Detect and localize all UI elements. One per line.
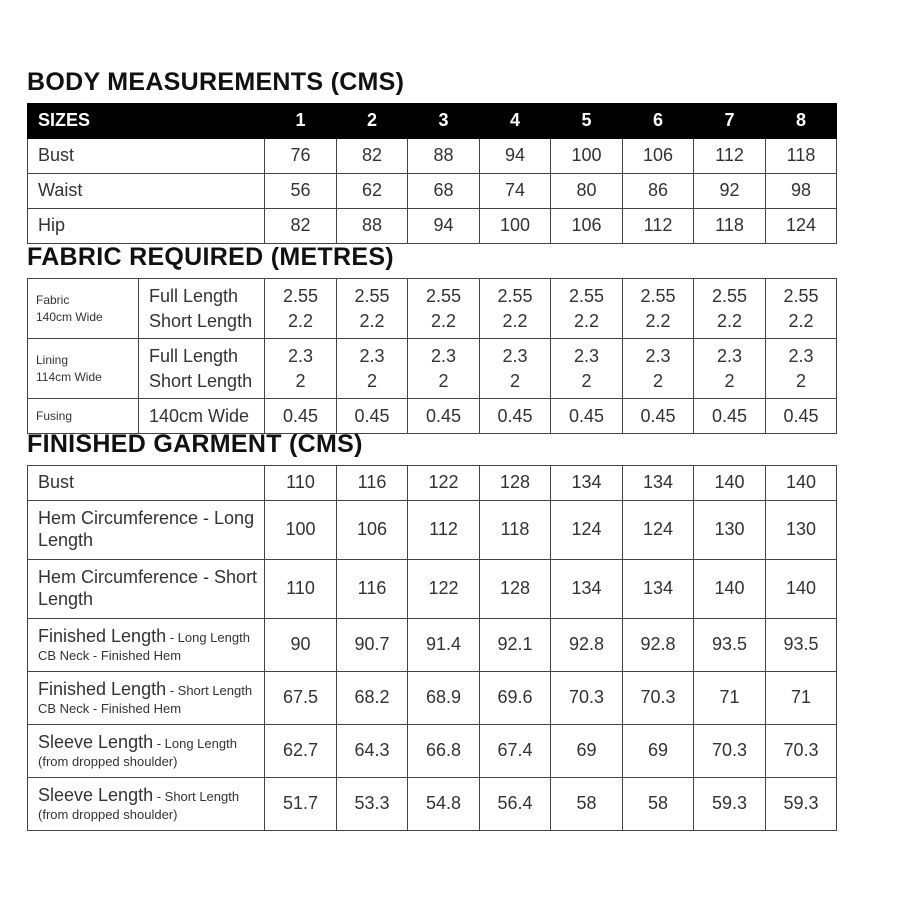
value-line: 0.45 [568,405,605,426]
label-detail: - Short Length [166,683,253,699]
value-cell: 118 [766,139,837,174]
value-cell: 90 [265,619,337,672]
size-header-cell: 7 [694,104,766,139]
group-width: 140cm Wide [36,309,103,324]
value-line: 0.45 [783,405,819,426]
value-line: 0.45 [425,405,462,426]
value-cell: 68.9 [408,672,480,725]
value-line: 2.55 [783,286,819,307]
table-row [28,619,837,672]
value-cell: 106 [623,139,694,174]
value-line: 2.55 [354,286,390,307]
garment-row-label [28,778,265,831]
value-cell: 140 [694,466,766,501]
table-row [28,560,837,619]
label-line [38,567,264,610]
value-cell: 74 [480,174,551,209]
value-cell: 59.3 [766,778,837,831]
group-name: Fabric [36,293,70,308]
value-cell: 106 [337,501,408,560]
group-width: 114cm Wide [36,369,102,384]
value-cell: 92.8 [623,619,694,672]
value-cell [408,339,480,399]
value-line: 2.2 [716,310,743,331]
row-label: Waist [28,174,265,209]
length-line: Short Length [149,310,253,331]
value-cell: 71 [766,672,837,725]
table-row [28,139,837,174]
fabric-required-table [27,278,837,434]
label-note: (from dropped shoulder) [38,807,178,822]
value-cell: 134 [623,560,694,619]
fabric-length-label [139,339,265,399]
value-cell [551,339,623,399]
value-cell: 70.3 [623,672,694,725]
length-line: 140cm Wide [149,405,250,426]
garment-row-label [28,501,265,560]
size-header-cell: 2 [337,104,408,139]
fabric-group-label [28,279,139,339]
value-cell: 134 [551,466,623,501]
label-note: CB Neck - Finished Hem [38,701,182,716]
value-cell: 93.5 [694,619,766,672]
row-label: Hip [28,209,265,244]
value-line: 2.2 [430,310,457,331]
value-cell: 128 [480,466,551,501]
value-line: 2 [509,370,520,391]
value-line: 0.45 [711,405,748,426]
value-cell: 69 [623,725,694,778]
value-cell [623,279,694,339]
group-name: Lining [36,353,69,368]
value-line: 2.3 [359,346,385,367]
value-line: 2.55 [568,286,605,307]
value-line: 2.3 [502,346,528,367]
fabric-length-label [139,399,265,434]
value-cell: 82 [337,139,408,174]
value-cell [265,399,337,434]
value-cell [766,339,837,399]
value-cell: 59.3 [694,778,766,831]
value-cell: 76 [265,139,337,174]
value-cell: 70.3 [766,725,837,778]
fabric-required-title: FABRIC REQUIRED (METRES) [27,243,394,271]
value-line: 2.55 [282,286,319,307]
label-detail: - Long Length [166,630,250,646]
value-cell: 112 [408,501,480,560]
finished-garment-title: FINISHED GARMENT (CMS) [27,430,363,458]
value-cell: 80 [551,174,623,209]
table-row [28,209,837,244]
value-cell: 112 [623,209,694,244]
value-cell [337,339,408,399]
value-cell: 69.6 [480,672,551,725]
value-cell: 62.7 [265,725,337,778]
table-row [28,174,837,209]
body-measurements-title: BODY MEASUREMENTS (CMS) [27,68,405,96]
value-cell: 82 [265,209,337,244]
value-cell: 128 [480,560,551,619]
value-cell [694,399,766,434]
value-cell [623,399,694,434]
value-cell [408,399,480,434]
value-cell [480,399,551,434]
size-header-cell: 8 [766,104,837,139]
fabric-group-label [28,339,139,399]
sizes-header-row [28,104,837,139]
value-line: 2 [366,370,377,391]
value-cell [265,279,337,339]
value-cell: 58 [623,778,694,831]
fabric-length-label [139,279,265,339]
value-cell: 90.7 [337,619,408,672]
length-line: Full Length [149,286,239,307]
value-cell: 122 [408,560,480,619]
value-line: 2 [295,370,306,391]
value-cell [337,279,408,339]
label-note: (from dropped shoulder) [38,754,178,769]
value-cell [694,279,766,339]
value-cell [551,399,623,434]
value-cell: 51.7 [265,778,337,831]
value-cell: 134 [551,560,623,619]
value-cell: 92.8 [551,619,623,672]
value-line: 2.2 [502,310,528,331]
value-line: 2.55 [425,286,462,307]
value-cell: 54.8 [408,778,480,831]
fabric-group-label [28,399,139,434]
value-cell: 67.4 [480,725,551,778]
value-cell: 130 [766,501,837,560]
value-cell: 124 [623,501,694,560]
value-cell: 91.4 [408,619,480,672]
value-cell: 86 [623,174,694,209]
value-cell: 68.2 [337,672,408,725]
value-cell: 98 [766,174,837,209]
table-row [28,279,837,339]
value-cell: 118 [694,209,766,244]
label-line [38,626,264,648]
value-line: 0.45 [497,405,533,426]
length-line: Full Length [149,346,239,367]
value-cell: 124 [551,501,623,560]
value-cell: 70.3 [551,672,623,725]
value-cell: 88 [408,139,480,174]
garment-row-label [28,672,265,725]
value-cell: 124 [766,209,837,244]
value-cell: 110 [265,560,337,619]
table-row [28,672,837,725]
value-cell: 122 [408,466,480,501]
value-cell: 71 [694,672,766,725]
value-line: 2.3 [573,346,600,367]
value-line: 0.45 [640,405,676,426]
value-cell: 130 [694,501,766,560]
group-name: Fusing [36,408,73,423]
value-cell: 116 [337,466,408,501]
label-detail: - Long Length [153,736,237,752]
value-cell [337,399,408,434]
label-line [38,785,264,807]
value-cell: 62 [337,174,408,209]
table-row [28,466,837,501]
value-line: 2.2 [645,310,671,331]
table-row [28,778,837,831]
table-row [28,399,837,434]
value-cell: 140 [766,466,837,501]
value-line: 2.3 [287,346,314,367]
value-cell [480,339,551,399]
value-cell: 67.5 [265,672,337,725]
value-cell: 94 [408,209,480,244]
label-detail: - Short Length [153,789,240,805]
value-line: 2.3 [645,346,671,367]
value-line: 0.45 [354,405,390,426]
value-cell: 56.4 [480,778,551,831]
row-label: Bust [28,139,265,174]
value-line: 2 [724,370,735,391]
size-header-cell: 4 [480,104,551,139]
label-main: Bust [38,472,75,493]
label-main: Hem Circumference - Long Length [38,508,255,550]
value-cell: 66.8 [408,725,480,778]
value-cell [623,339,694,399]
value-line: 2 [652,370,663,391]
size-header-cell: 1 [265,104,337,139]
value-cell [480,279,551,339]
garment-row-label [28,466,265,501]
value-cell: 69 [551,725,623,778]
value-cell: 118 [480,501,551,560]
value-cell: 70.3 [694,725,766,778]
label-line [38,679,264,701]
value-line: 2.55 [711,286,748,307]
value-cell: 64.3 [337,725,408,778]
label-line [38,732,264,754]
garment-row-label [28,619,265,672]
value-cell: 68 [408,174,480,209]
label-main: Finished Length [38,626,167,647]
value-line: 2.55 [497,286,533,307]
value-cell: 94 [480,139,551,174]
value-cell [694,339,766,399]
finished-garment-table [27,465,837,831]
value-cell: 53.3 [337,778,408,831]
value-cell: 58 [551,778,623,831]
label-main: Sleeve Length [38,732,154,753]
value-line: 2.3 [430,346,457,367]
label-main: Hem Circumference - Short Length [38,567,258,609]
size-header-cell: 5 [551,104,623,139]
value-line: 0.45 [282,405,319,426]
value-line: 2.3 [788,346,814,367]
table-row [28,501,837,560]
value-cell: 110 [265,466,337,501]
value-cell: 116 [337,560,408,619]
value-cell: 56 [265,174,337,209]
value-line: 2.2 [788,310,814,331]
value-line: 2.3 [716,346,743,367]
value-cell: 140 [694,560,766,619]
table-row [28,339,837,399]
body-measurements-table [27,103,837,244]
value-cell: 100 [480,209,551,244]
table-row [28,725,837,778]
value-cell: 100 [551,139,623,174]
value-cell: 106 [551,209,623,244]
size-header-cell: 3 [408,104,480,139]
value-cell [766,279,837,339]
value-line: 2.2 [287,310,314,331]
value-line: 2.55 [640,286,676,307]
value-cell [408,279,480,339]
value-cell [265,339,337,399]
value-line: 2.2 [359,310,385,331]
value-line: 2.2 [573,310,600,331]
size-header-cell: 6 [623,104,694,139]
length-line: Short Length [149,370,253,391]
value-line: 2 [581,370,592,391]
label-line [38,508,264,551]
value-cell [766,399,837,434]
value-cell: 140 [766,560,837,619]
label-note: CB Neck - Finished Hem [38,648,182,663]
value-cell: 93.5 [766,619,837,672]
value-cell: 112 [694,139,766,174]
sizes-header-label: SIZES [28,104,265,139]
value-cell: 92.1 [480,619,551,672]
value-cell: 134 [623,466,694,501]
label-main: Finished Length [38,679,167,700]
label-main: Sleeve Length [38,785,154,806]
value-cell: 100 [265,501,337,560]
value-cell [551,279,623,339]
garment-row-label [28,725,265,778]
garment-row-label [28,560,265,619]
value-cell: 88 [337,209,408,244]
value-cell: 92 [694,174,766,209]
value-line: 2 [438,370,449,391]
value-line: 2 [795,370,806,391]
label-line [38,472,264,494]
